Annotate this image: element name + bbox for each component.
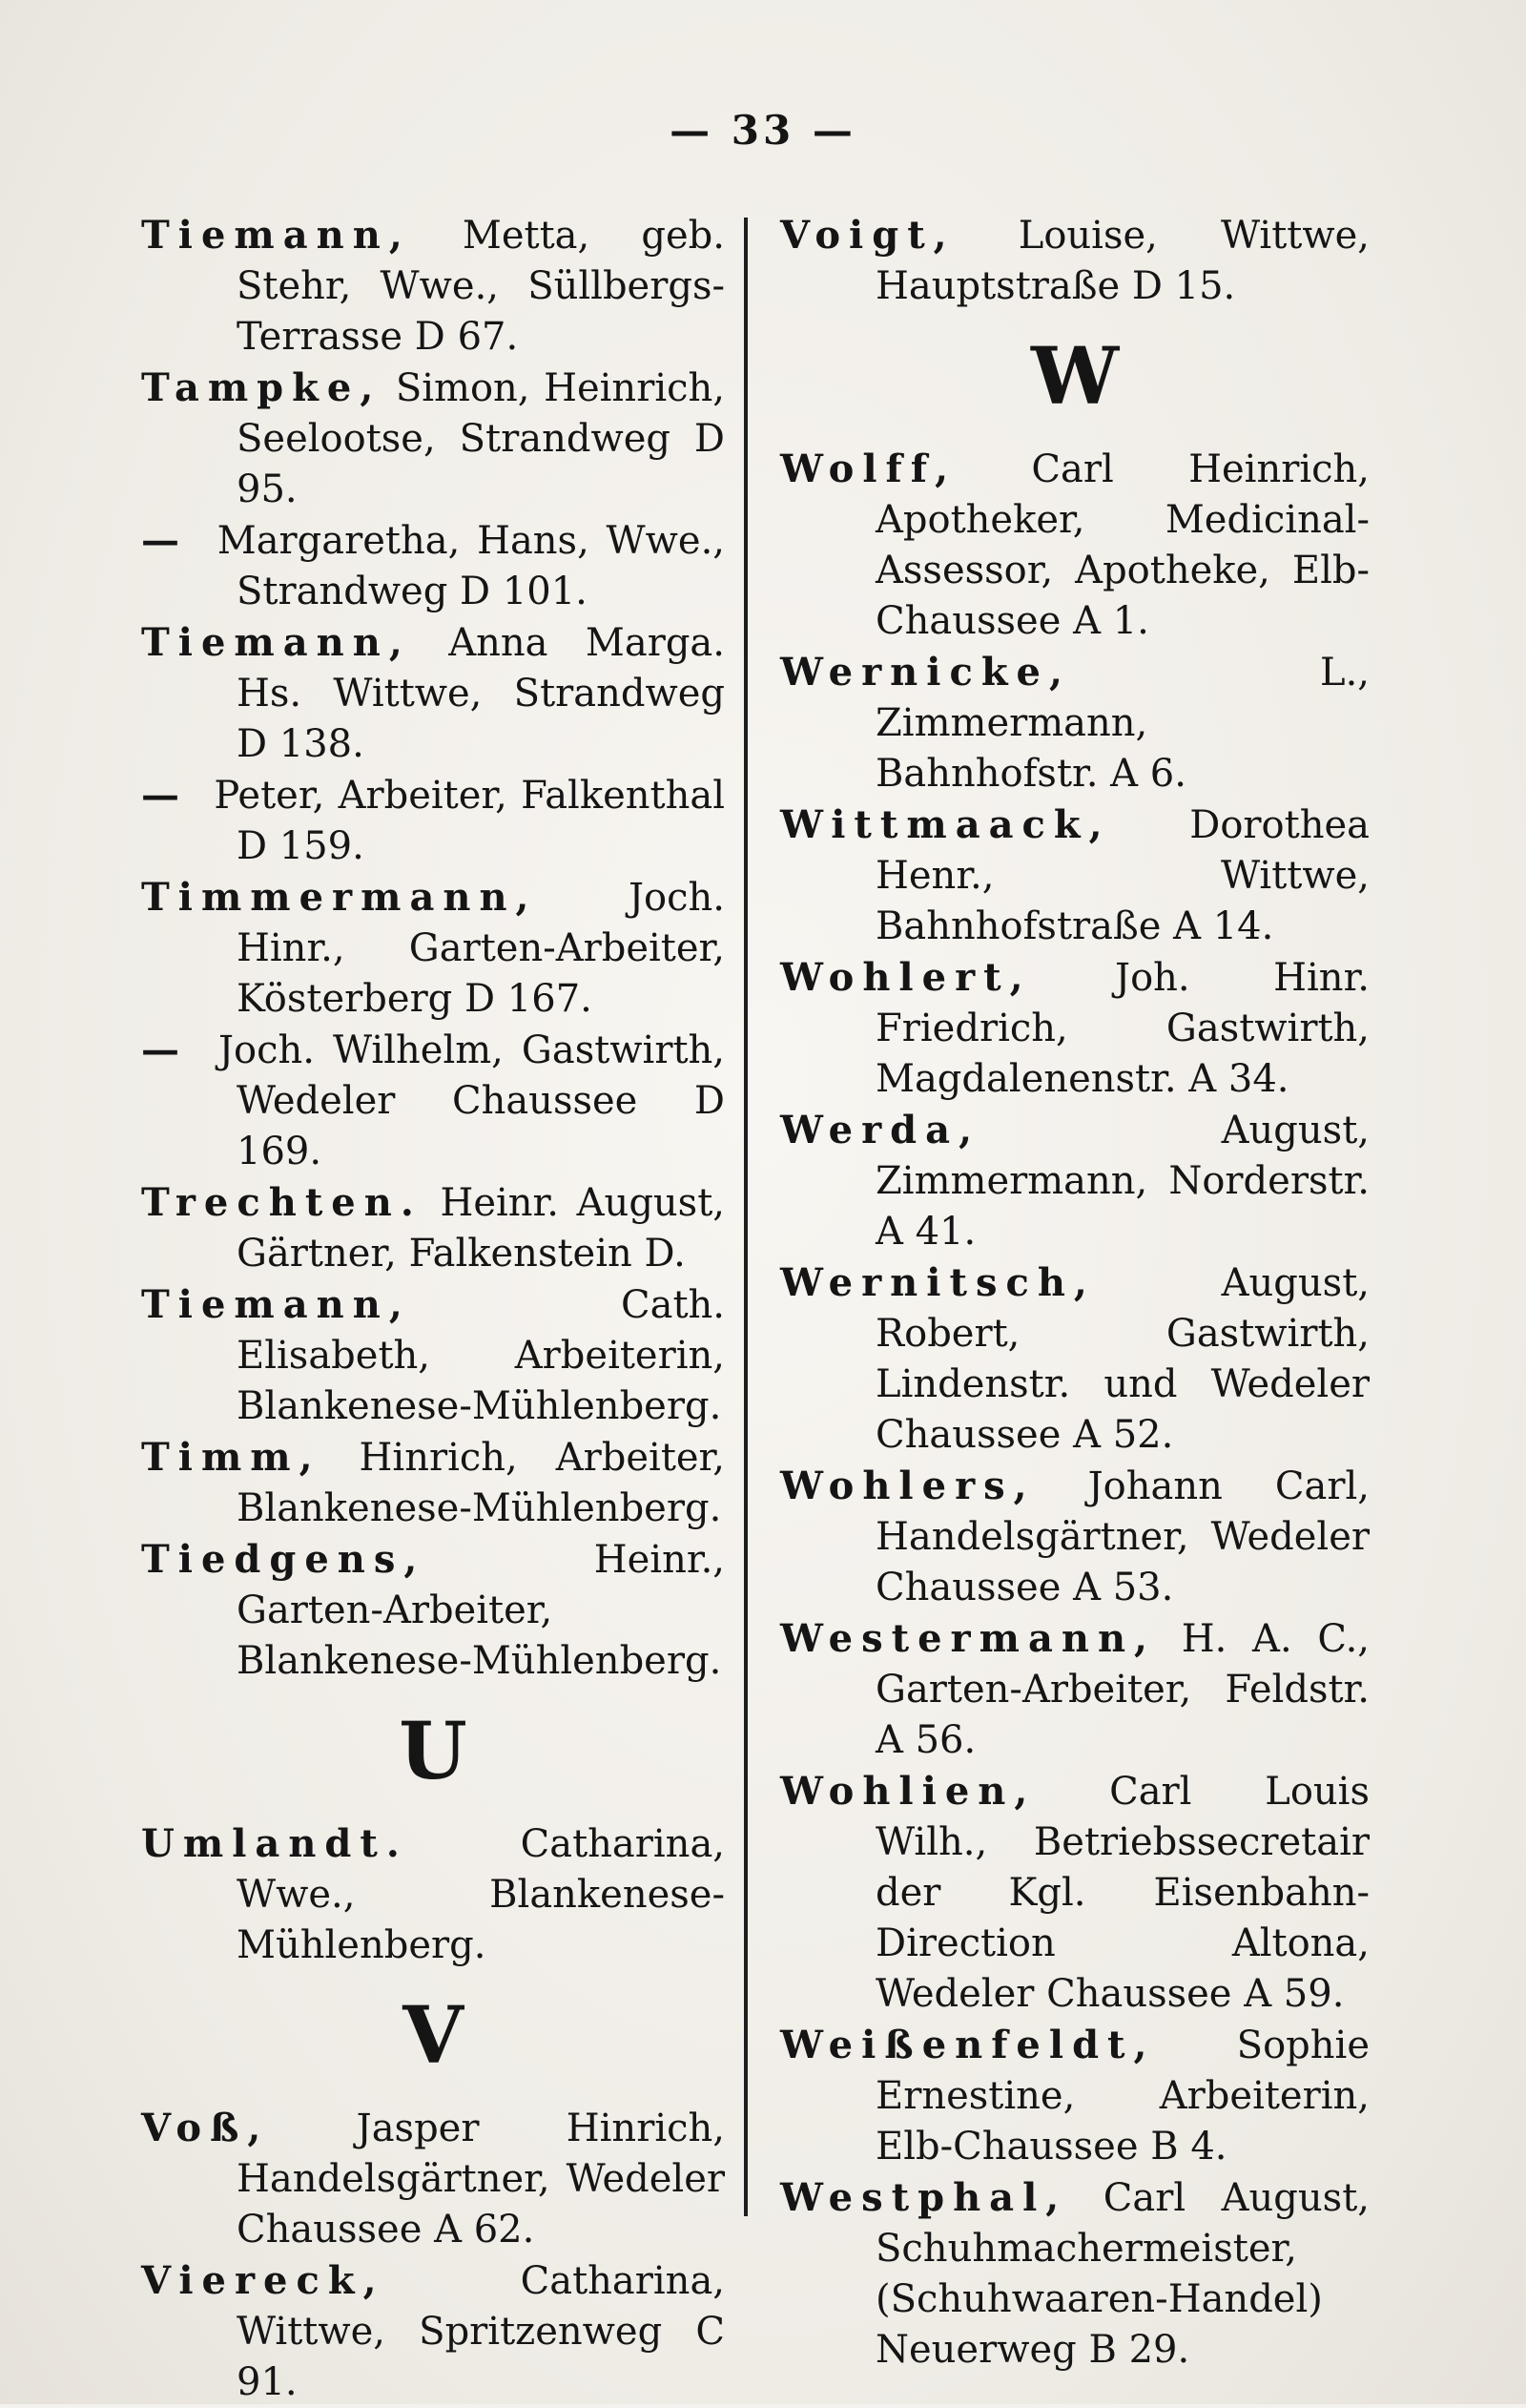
directory-entry [780,1613,1370,1766]
directory-entry [141,872,725,1025]
directory-entry [780,799,1370,952]
column-divider [744,218,748,2216]
entry-surname: Wohlert, [780,955,1032,1000]
entry-details: Carl Louis Wilh., Betriebssecretair der Kgl. Eisenbahn-Direction Altona, Wedeler Chaussee A 59. [876,1770,1370,2016]
entry-surname: Westermann, [780,1616,1156,1661]
entry-details: Johann Carl, Handelsgärtner, Wedeler Chaussee A 53. [876,1464,1371,1609]
directory-entry [141,1432,725,1534]
entry-details: Sophie Ernestine, Arbeiterin, Elb-Chaussee B 4. [876,2024,1370,2169]
directory-entry [780,444,1370,647]
directory-entry [141,210,725,363]
directory-entry-continuation [141,1025,725,1177]
directory-entry [780,647,1370,799]
entry-details: Cath. Elisabeth, Arbeiterin, Blankenese-Mühlenberg. [237,1283,725,1428]
directory-entry [141,1534,725,1687]
entry-details: Simon, Heinrich, Seelootse, Strandweg D 95. [237,366,725,511]
entry-details: Carl Heinrich, Apotheker, Medicinal-Assessor, Apotheke, Elb-Chaussee A 1. [876,447,1371,643]
entry-details: Heinr., Garten-Arbeiter, Blankenese-Mühlenberg. [237,1538,725,1683]
section-letter: W [1030,331,1120,423]
section-letter: U [399,1706,467,1797]
entry-details: H. A. C., Garten-Arbeiter, Feldstr. A 56. [876,1617,1370,1762]
directory-entry [780,2172,1370,2376]
entry-surname: Tiemann, [141,1282,411,1327]
entry-details: August, Zimmermann, Norderstr. A 41. [876,1109,1370,1254]
entry-surname: Trechten. [141,1180,423,1225]
section-letter: V [402,1990,464,2082]
entry-details: Hinrich, Arbeiter, Blankenese-Mühlenberg. [237,1436,725,1530]
repeat-dash: — [141,773,179,818]
entry-surname: Wolff, [780,446,957,491]
entry-details: Catharina, Wwe., Blankenese-Mühlenberg. [237,1822,725,1967]
entry-details: Carl August, Schuhmachermeister, (Schuhwaaren-Handel) Neuerweg B 29. [876,2176,1370,2372]
repeat-dash: — [141,1028,179,1072]
entry-details: Joch. Wilhelm, Gastwirth, Wedeler Chaussee D 169. [218,1028,725,1173]
directory-entry-continuation [141,515,725,617]
entry-surname: Tiemann, [141,213,411,258]
entry-surname: Timmermann, [141,875,538,920]
page-number: — 33 — [670,107,856,154]
directory-entry [780,1105,1370,1257]
entry-surname: Weißenfeldt, [780,2023,1156,2067]
entry-details: Jasper Hinrich, Handelsgärtner, Wedeler Chaussee A 62. [237,2107,725,2252]
entry-details: August, Robert, Gastwirth, Lindenstr. und Wedeler Chaussee A 52. [876,1261,1370,1457]
entry-surname: Tiedgens, [141,1537,426,1582]
directory-entry [780,952,1370,1105]
directory-entry [780,1766,1370,2020]
entry-surname: Wernicke, [780,650,1071,695]
entry-details: Louise, Wittwe, Hauptstraße D 15. [876,214,1370,308]
repeat-dash: — [141,518,179,563]
directory-entry [141,1279,725,1432]
entry-surname: Voß, [141,2106,270,2150]
entry-surname: Werda, [780,1108,980,1152]
entry-surname: Voigt, [780,213,956,258]
entry-details: Peter, Arbeiter, Falkenthal D 159. [214,774,725,868]
entry-surname: Tampke, [141,365,382,410]
directory-entry [141,1177,725,1279]
entry-details: Metta, geb. Stehr, Wwe., Süllbergs-Terrasse D 67. [237,214,725,359]
directory-entry [780,1461,1370,1613]
entry-details: Joh. Hinr. Friedrich, Gastwirth, Magdalenenstr. A 34. [876,956,1371,1101]
entry-details: Joch. Hinr., Garten-Arbeiter, Kösterberg D 167. [237,876,725,1021]
directory-entry [780,210,1370,312]
directory-entry [141,1818,725,1971]
directory-entry [141,363,725,515]
entry-details: Heinr. August, Gärtner, Falkenstein D. [237,1181,725,1276]
directory-entry [780,2020,1370,2172]
entry-details: Anna Marga. Hs. Wittwe, Strandweg D 138. [237,621,725,766]
entry-surname: Wohlers, [780,1463,1036,1508]
right-column [780,210,1370,2376]
entry-surname: Westphal, [780,2175,1068,2220]
directory-entry [141,2255,725,2408]
entry-details: Dorothea Henr., Wittwe, Bahnhofstraße A 14. [876,803,1370,948]
directory-entry [141,2103,725,2255]
entry-details: Margaretha, Hans, Wwe., Strandweg D 101. [217,519,725,613]
entry-details: Catharina, Wittwe, Spritzenweg C 91. [237,2259,725,2404]
entry-details: L., Zimmermann, Bahnhofstr. A 6. [876,651,1370,796]
entry-surname: Viereck, [141,2258,385,2303]
entry-surname: Timm, [141,1435,321,1480]
directory-entry [141,617,725,770]
entry-surname: Umlandt. [141,1821,408,1866]
entry-surname: Wernitsch, [780,1260,1096,1305]
entry-surname: Wittmaack, [780,802,1111,847]
directory-entry-continuation [141,770,725,872]
entry-surname: Tiemann, [141,620,411,665]
directory-entry [780,1257,1370,1461]
left-column [141,210,725,2408]
entry-surname: Wohlien, [780,1769,1037,1814]
